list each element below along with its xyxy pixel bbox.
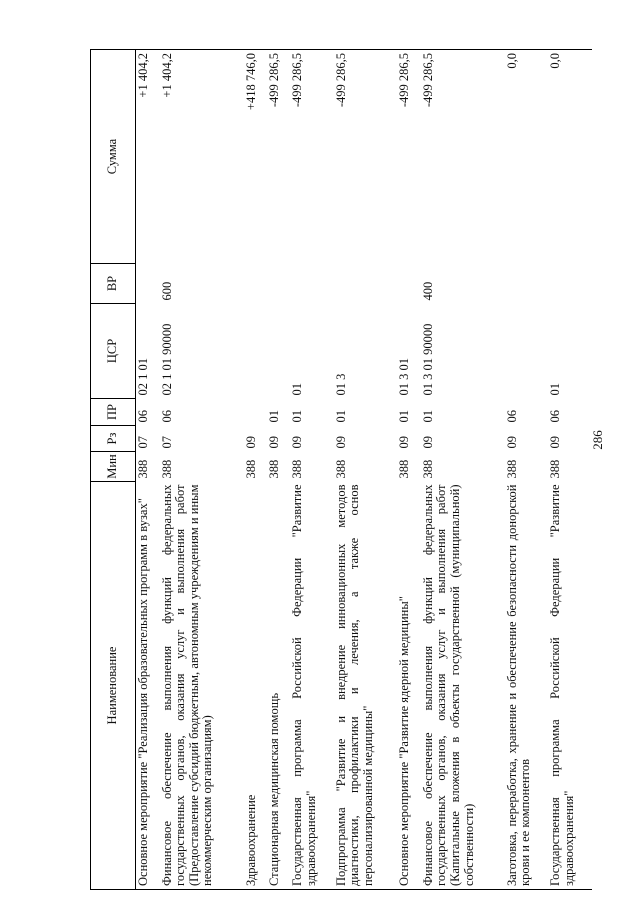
cell-sum: 0,0	[505, 50, 549, 264]
table-row	[505, 50, 549, 890]
cell-rz: 09	[504, 436, 519, 449]
table-row	[397, 50, 420, 890]
cell-vr	[290, 264, 334, 304]
cell-rz: 09	[548, 436, 563, 449]
cell-min: 388	[243, 459, 258, 479]
cell-vr	[136, 264, 160, 304]
budget-table-rotated	[90, 50, 592, 890]
table-row	[244, 50, 267, 890]
cell-min: 388	[266, 459, 281, 479]
cell-pr: 01	[397, 410, 412, 423]
cell-name: Заготовка, переработка, хранение и обеспечение безопасности донорской крови и ее компонентов	[505, 482, 549, 890]
cell-sum: -499 286,5	[290, 50, 334, 264]
cell-csr: 01	[290, 383, 305, 396]
cell-vr	[244, 264, 267, 304]
cell-rz: 09	[243, 436, 258, 449]
cell-pr: 06	[504, 410, 519, 423]
cell-vr	[334, 264, 398, 304]
cell-csr	[244, 304, 267, 399]
cell-sum: -499 286,5	[267, 50, 290, 264]
header-csr: ЦСР	[91, 304, 136, 399]
cell-min: 388	[420, 459, 435, 479]
cell-sum: +1 404,2	[160, 50, 244, 264]
cell-min: 388	[136, 459, 150, 479]
header-rz: Рз	[91, 426, 136, 452]
cell-pr: 06	[159, 410, 174, 423]
cell-rz: 09	[333, 436, 348, 449]
table-row	[421, 50, 505, 890]
cell-sum: -499 286,5	[421, 50, 505, 264]
table-row	[290, 50, 334, 890]
page-number: 286	[590, 430, 605, 450]
cell-rz: 09	[266, 436, 281, 449]
cell-pr: 01	[290, 410, 305, 423]
header-min: Мин	[91, 452, 136, 482]
cell-csr	[267, 304, 290, 399]
cell-rz: 09	[420, 436, 435, 449]
cell-sum: 0,0	[548, 50, 592, 264]
cell-pr	[244, 399, 267, 426]
cell-csr: 01 3	[333, 373, 348, 396]
cell-vr	[548, 264, 592, 304]
cell-rz: 09	[290, 436, 305, 449]
cell-sum: +418 746,0	[244, 50, 267, 264]
cell-pr: 01	[333, 410, 348, 423]
table-row	[267, 50, 290, 890]
header-pr: ПР	[91, 399, 136, 426]
cell-sum: -499 286,5	[334, 50, 398, 264]
cell-name: Государственная программа Российской Федерации "Развитие здравоохранения"	[290, 482, 334, 890]
cell-min: 388	[504, 459, 519, 479]
cell-vr: 600	[159, 281, 174, 301]
cell-vr	[267, 264, 290, 304]
cell-min: 388	[333, 459, 348, 479]
cell-min: 388	[159, 459, 174, 479]
cell-name: Государственная программа Российской Федерации "Развитие здравоохранения"	[548, 482, 592, 890]
table-row	[160, 50, 244, 890]
table-row	[334, 50, 398, 890]
header-name: Наименование	[91, 482, 136, 890]
cell-min: 388	[397, 459, 412, 479]
cell-name: Основное мероприятие "Реализация образовательных программ в вузах"	[136, 482, 160, 890]
cell-pr: 01	[266, 410, 281, 423]
cell-name: Здравоохранение	[244, 482, 267, 890]
header-vr: ВР	[91, 264, 136, 304]
cell-csr: 01 3 01	[397, 358, 412, 396]
cell-csr: 01 3 01 90000	[420, 323, 435, 396]
table-row	[548, 50, 592, 890]
cell-name: Финансовое обеспечение выполнения функций федеральных государственных органов, оказания услуг и выполнения работ (Предоставление субсидий бюджетным, автономным учреждениям и иным некоммерческим организациям)	[160, 482, 244, 890]
cell-csr: 02 1 01 90000	[159, 323, 174, 396]
budget-table	[90, 49, 592, 890]
cell-pr: 06	[548, 410, 563, 423]
cell-csr: 02 1 01	[136, 358, 150, 396]
cell-sum: +1 404,2	[136, 50, 160, 264]
cell-min: 388	[290, 459, 305, 479]
cell-rz: 09	[397, 436, 412, 449]
cell-vr	[505, 264, 549, 304]
cell-rz: 07	[136, 436, 150, 449]
cell-sum: -499 286,5	[397, 50, 420, 264]
cell-pr: 06	[136, 410, 150, 423]
table-row	[136, 50, 160, 890]
cell-name: Основное мероприятие "Развитие ядерной медицины"	[397, 482, 420, 890]
cell-min: 388	[548, 459, 563, 479]
cell-vr: 400	[420, 281, 435, 301]
cell-pr: 01	[420, 410, 435, 423]
cell-name: Подпрограмма "Развитие и внедрение инновационных методов диагностики, профилактики и лечения, а также основ персонализированной медицины"	[334, 482, 398, 890]
cell-csr	[505, 304, 549, 399]
cell-name: Финансовое обеспечение выполнения функций федеральных государственных органов, оказания услуг и выполнения работ (Капитальные вложения в объекты государственной (муниципальной) собственности)	[421, 482, 505, 890]
table-header-row	[91, 50, 136, 890]
cell-rz: 07	[159, 436, 174, 449]
cell-csr: 01	[548, 383, 563, 396]
cell-vr	[397, 264, 420, 304]
header-sum: Сумма	[91, 50, 136, 264]
cell-name: Стационарная медицинская помощь	[267, 482, 290, 890]
